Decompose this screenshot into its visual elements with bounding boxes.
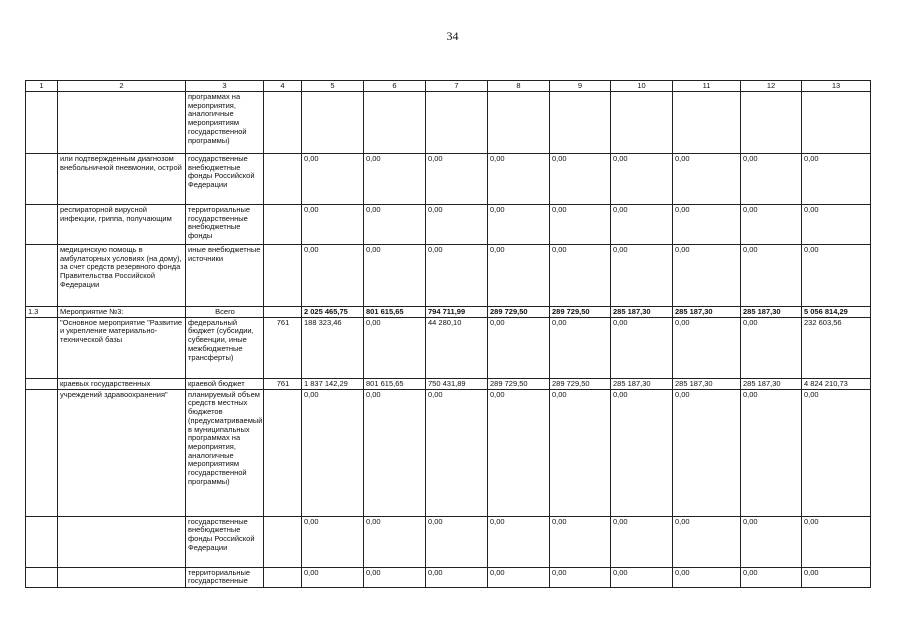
- amount-cell: 0,00: [364, 154, 426, 205]
- amount-cell: [550, 92, 611, 154]
- amount-cell: [364, 92, 426, 154]
- amount-cell: [673, 92, 741, 154]
- activity-name-cell: краевых государственных: [58, 378, 186, 389]
- amount-cell: 0,00: [488, 516, 550, 567]
- header-cell: 7: [426, 81, 488, 92]
- amount-cell: 285 187,30: [673, 378, 741, 389]
- table-row: [26, 92, 871, 154]
- funding-source-cell: планируемый объем средств местных бюджетов (предусматриваемый в муниципальных программах на мероприятия, аналогичные мероприятиям государственной программы): [186, 389, 264, 516]
- amount-cell: 0,00: [488, 245, 550, 307]
- header-cell: 10: [611, 81, 673, 92]
- amount-cell: [426, 92, 488, 154]
- amount-cell: 0,00: [611, 245, 673, 307]
- table-row: [26, 378, 871, 389]
- amount-cell: 5 056 814,29: [802, 307, 871, 318]
- amount-cell: 0,00: [802, 154, 871, 205]
- code-cell: [264, 205, 302, 245]
- header-cell: 1: [26, 81, 58, 92]
- amount-cell: 0,00: [302, 389, 364, 516]
- amount-cell: 0,00: [673, 389, 741, 516]
- table-row: [26, 567, 871, 587]
- amount-cell: 1 837 142,29: [302, 378, 364, 389]
- activity-name-cell: медицинскую помощь в амбулаторных условиях (на дому), за счет средств резервного фонда Правительства Российской Федерации: [58, 245, 186, 307]
- amount-cell: 0,00: [802, 567, 871, 587]
- amount-cell: [802, 92, 871, 154]
- row-number-cell: [26, 154, 58, 205]
- amount-cell: 2 025 465,75: [302, 307, 364, 318]
- header-cell: 9: [550, 81, 611, 92]
- code-cell: [264, 389, 302, 516]
- amount-cell: 0,00: [426, 245, 488, 307]
- amount-cell: 0,00: [426, 516, 488, 567]
- row-number-cell: [26, 378, 58, 389]
- amount-cell: 0,00: [741, 154, 802, 205]
- amount-cell: 0,00: [741, 516, 802, 567]
- table-row: [26, 205, 871, 245]
- amount-cell: 289 729,50: [550, 378, 611, 389]
- amount-cell: 0,00: [673, 516, 741, 567]
- amount-cell: 0,00: [611, 567, 673, 587]
- amount-cell: 0,00: [611, 389, 673, 516]
- amount-cell: 0,00: [302, 205, 364, 245]
- amount-cell: 0,00: [488, 205, 550, 245]
- amount-cell: 0,00: [364, 205, 426, 245]
- amount-cell: 0,00: [550, 389, 611, 516]
- table-row: [26, 317, 871, 378]
- funding-source-cell: федеральный бюджет (субсидии, субвенции, иные межбюджетные трансферты): [186, 317, 264, 378]
- amount-cell: 0,00: [426, 389, 488, 516]
- table-row: [26, 516, 871, 567]
- header-cell: 3: [186, 81, 264, 92]
- amount-cell: 0,00: [611, 516, 673, 567]
- amount-cell: 0,00: [741, 567, 802, 587]
- amount-cell: 0,00: [364, 516, 426, 567]
- amount-cell: 0,00: [611, 205, 673, 245]
- header-cell: 12: [741, 81, 802, 92]
- amount-cell: 0,00: [302, 154, 364, 205]
- amount-cell: 44 280,10: [426, 317, 488, 378]
- amount-cell: [488, 92, 550, 154]
- header-cell: 8: [488, 81, 550, 92]
- amount-cell: 0,00: [611, 154, 673, 205]
- funding-source-cell: государственные внебюджетные фонды Российской Федерации: [186, 154, 264, 205]
- amount-cell: 285 187,30: [741, 307, 802, 318]
- amount-cell: 0,00: [673, 154, 741, 205]
- amount-cell: 0,00: [364, 389, 426, 516]
- header-cell: 6: [364, 81, 426, 92]
- amount-cell: 0,00: [302, 567, 364, 587]
- amount-cell: 750 431,89: [426, 378, 488, 389]
- amount-cell: 0,00: [302, 245, 364, 307]
- amount-cell: 0,00: [364, 317, 426, 378]
- activity-name-cell: [58, 92, 186, 154]
- table-row: [26, 307, 871, 318]
- amount-cell: 0,00: [426, 567, 488, 587]
- funding-source-cell: Всего: [186, 307, 264, 318]
- funding-source-cell: краевой бюджет: [186, 378, 264, 389]
- amount-cell: 0,00: [488, 154, 550, 205]
- amount-cell: 0,00: [364, 245, 426, 307]
- amount-cell: 0,00: [802, 389, 871, 516]
- amount-cell: 0,00: [741, 245, 802, 307]
- amount-cell: 801 615,65: [364, 378, 426, 389]
- amount-cell: 285 187,30: [611, 378, 673, 389]
- activity-name-cell: или подтвержденным диагнозом внебольничной пневмонии, острой: [58, 154, 186, 205]
- amount-cell: 794 711,99: [426, 307, 488, 318]
- activity-name-cell: Мероприятие №3:: [58, 307, 186, 318]
- activity-name-cell: учреждений здравоохранения": [58, 389, 186, 516]
- page-number: 34: [446, 29, 459, 43]
- funding-source-cell: территориальные государственные: [186, 567, 264, 587]
- amount-cell: 0,00: [426, 154, 488, 205]
- table-row: [26, 389, 871, 516]
- amount-cell: 0,00: [673, 567, 741, 587]
- code-cell: [264, 245, 302, 307]
- amount-cell: 0,00: [802, 245, 871, 307]
- amount-cell: 0,00: [550, 567, 611, 587]
- amount-cell: 0,00: [550, 154, 611, 205]
- amount-cell: 0,00: [488, 567, 550, 587]
- amount-cell: 289 729,50: [550, 307, 611, 318]
- row-number-cell: 1.3: [26, 307, 58, 318]
- header-cell: 2: [58, 81, 186, 92]
- header-row: [26, 81, 871, 92]
- code-cell: [264, 92, 302, 154]
- amount-cell: 0,00: [488, 389, 550, 516]
- header-cell: 13: [802, 81, 871, 92]
- amount-cell: 4 824 210,73: [802, 378, 871, 389]
- amount-cell: 0,00: [611, 317, 673, 378]
- row-number-cell: [26, 317, 58, 378]
- amount-cell: 801 615,65: [364, 307, 426, 318]
- amount-cell: [741, 92, 802, 154]
- amount-cell: 0,00: [673, 205, 741, 245]
- row-number-cell: [26, 567, 58, 587]
- amount-cell: 0,00: [550, 317, 611, 378]
- code-cell: [264, 154, 302, 205]
- amount-cell: 0,00: [488, 317, 550, 378]
- row-number-cell: [26, 245, 58, 307]
- header-cell: 5: [302, 81, 364, 92]
- amount-cell: 289 729,50: [488, 378, 550, 389]
- header-cell: 4: [264, 81, 302, 92]
- funding-source-cell: государственные внебюджетные фонды Российской Федерации: [186, 516, 264, 567]
- budget-table: [25, 80, 871, 588]
- row-number-cell: [26, 205, 58, 245]
- amount-cell: 0,00: [302, 516, 364, 567]
- amount-cell: [302, 92, 364, 154]
- code-cell: [264, 567, 302, 587]
- amount-cell: 289 729,50: [488, 307, 550, 318]
- amount-cell: 0,00: [802, 205, 871, 245]
- activity-name-cell: респираторной вирусной инфекции, гриппа, получающим: [58, 205, 186, 245]
- amount-cell: 0,00: [741, 389, 802, 516]
- activity-name-cell: [58, 567, 186, 587]
- row-number-cell: [26, 516, 58, 567]
- code-cell: 761: [264, 378, 302, 389]
- table-row: [26, 245, 871, 307]
- amount-cell: 0,00: [364, 567, 426, 587]
- amount-cell: 285 187,30: [611, 307, 673, 318]
- funding-source-cell: иные внебюджетные источники: [186, 245, 264, 307]
- funding-source-cell: программах на мероприятия, аналогичные мероприятиям государственной программы): [186, 92, 264, 154]
- amount-cell: 0,00: [673, 317, 741, 378]
- amount-cell: 232 603,56: [802, 317, 871, 378]
- amount-cell: 285 187,30: [673, 307, 741, 318]
- activity-name-cell: [58, 516, 186, 567]
- amount-cell: [611, 92, 673, 154]
- amount-cell: 0,00: [802, 516, 871, 567]
- amount-cell: 0,00: [550, 245, 611, 307]
- table-row: [26, 154, 871, 205]
- amount-cell: 0,00: [741, 205, 802, 245]
- amount-cell: 0,00: [550, 205, 611, 245]
- row-number-cell: [26, 92, 58, 154]
- row-number-cell: [26, 389, 58, 516]
- amount-cell: 188 323,46: [302, 317, 364, 378]
- header-cell: 11: [673, 81, 741, 92]
- code-cell: 761: [264, 317, 302, 378]
- funding-source-cell: территориальные государственные внебюджетные фонды: [186, 205, 264, 245]
- amount-cell: 0,00: [426, 205, 488, 245]
- amount-cell: 0,00: [673, 245, 741, 307]
- amount-cell: 0,00: [741, 317, 802, 378]
- amount-cell: 285 187,30: [741, 378, 802, 389]
- amount-cell: 0,00: [550, 516, 611, 567]
- code-cell: [264, 307, 302, 318]
- code-cell: [264, 516, 302, 567]
- activity-name-cell: "Основное мероприятие "Развитие и укрепление материально-технической базы: [58, 317, 186, 378]
